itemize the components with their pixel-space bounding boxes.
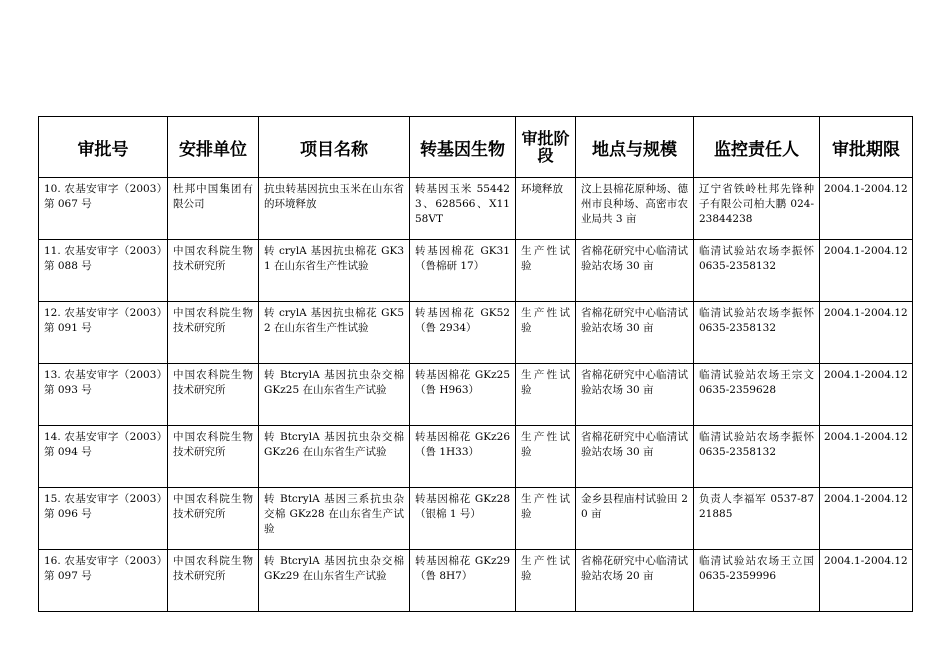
cell-period: 2004.1-2004.12 bbox=[820, 364, 913, 426]
table-row bbox=[39, 364, 913, 426]
cell-approval-number: 15. 农基安审字（2003）第 096 号 bbox=[39, 488, 168, 550]
cell-project-name: 转 crylA 基因抗虫棉花 GK52 在山东省生产性试验 bbox=[259, 302, 410, 364]
cell-stage: 生产性试验 bbox=[516, 488, 576, 550]
cell-location-scale: 省棉花研究中心临清试验站农场 30 亩 bbox=[576, 302, 694, 364]
table-row bbox=[39, 550, 913, 612]
cell-gmo: 转基因棉花 GK31（鲁棉研 17） bbox=[410, 240, 516, 302]
cell-approval-number: 11. 农基安审字（2003）第 088 号 bbox=[39, 240, 168, 302]
cell-approval-number: 14. 农基安审字（2003）第 094 号 bbox=[39, 426, 168, 488]
header-row bbox=[39, 117, 913, 178]
cell-supervisor: 负责人李福军 0537-8721885 bbox=[694, 488, 820, 550]
header-unit: 安排单位 bbox=[168, 117, 259, 178]
cell-location-scale: 省棉花研究中心临清试验站农场 20 亩 bbox=[576, 550, 694, 612]
cell-stage: 生产性试验 bbox=[516, 550, 576, 612]
cell-approval-number: 12. 农基安审字（2003）第 091 号 bbox=[39, 302, 168, 364]
cell-project-name: 转 BtcrylA 基因抗虫杂交棉 GKz25 在山东省生产试验 bbox=[259, 364, 410, 426]
cell-period: 2004.1-2004.12 bbox=[820, 302, 913, 364]
cell-supervisor: 临清试验站农场李振怀 0635-2358132 bbox=[694, 426, 820, 488]
table-row bbox=[39, 488, 913, 550]
table-row bbox=[39, 426, 913, 488]
cell-unit: 中国农科院生物技术研究所 bbox=[168, 302, 259, 364]
header-project-name: 项目名称 bbox=[259, 117, 410, 178]
cell-unit: 中国农科院生物技术研究所 bbox=[168, 488, 259, 550]
cell-gmo: 转基因棉花 GK52（鲁 2934） bbox=[410, 302, 516, 364]
header-stage: 审批阶段 bbox=[516, 117, 576, 178]
cell-location-scale: 汶上县棉花原种场、德州市良种场、高密市农业局共 3 亩 bbox=[576, 178, 694, 240]
cell-project-name: 转 BtcrylA 基因抗虫杂交棉 GKz26 在山东省生产试验 bbox=[259, 426, 410, 488]
cell-approval-number: 13. 农基安审字（2003）第 093 号 bbox=[39, 364, 168, 426]
cell-location-scale: 省棉花研究中心临清试验站农场 30 亩 bbox=[576, 240, 694, 302]
header-approval-number: 审批号 bbox=[39, 117, 168, 178]
cell-project-name: 转 crylA 基因抗虫棉花 GK31 在山东省生产性试验 bbox=[259, 240, 410, 302]
cell-stage: 生产性试验 bbox=[516, 426, 576, 488]
cell-project-name: 转 BtcrylA 基因抗虫杂交棉 GKz29 在山东省生产试验 bbox=[259, 550, 410, 612]
cell-supervisor: 临清试验站农场王立国 0635-2359996 bbox=[694, 550, 820, 612]
cell-gmo: 转基因棉花 GKz26（鲁 1H33） bbox=[410, 426, 516, 488]
cell-location-scale: 金乡县程庙村试验田 20 亩 bbox=[576, 488, 694, 550]
cell-location-scale: 省棉花研究中心临清试验站农场 30 亩 bbox=[576, 426, 694, 488]
table-row bbox=[39, 302, 913, 364]
table-row bbox=[39, 178, 913, 240]
cell-supervisor: 临清试验站农场李振怀 0635-2358132 bbox=[694, 240, 820, 302]
cell-period: 2004.1-2004.12 bbox=[820, 426, 913, 488]
cell-period: 2004.1-2004.12 bbox=[820, 550, 913, 612]
cell-gmo: 转基因玉米 554423、628566、X1158VT bbox=[410, 178, 516, 240]
cell-period: 2004.1-2004.12 bbox=[820, 178, 913, 240]
cell-gmo: 转基因棉花 GKz28（银棉 1 号） bbox=[410, 488, 516, 550]
cell-supervisor: 临清试验站农场王宗文 0635-2359628 bbox=[694, 364, 820, 426]
cell-period: 2004.1-2004.12 bbox=[820, 240, 913, 302]
cell-supervisor: 临清试验站农场李振怀 0635-2358132 bbox=[694, 302, 820, 364]
table-row bbox=[39, 240, 913, 302]
cell-gmo: 转基因棉花 GKz29（鲁 8H7） bbox=[410, 550, 516, 612]
cell-unit: 中国农科院生物技术研究所 bbox=[168, 364, 259, 426]
cell-approval-number: 16. 农基安审字（2003）第 097 号 bbox=[39, 550, 168, 612]
cell-project-name: 转 BtcrylA 基因三系抗虫杂交棉 GKz28 在山东省生产试验 bbox=[259, 488, 410, 550]
cell-period: 2004.1-2004.12 bbox=[820, 488, 913, 550]
cell-stage: 生产性试验 bbox=[516, 302, 576, 364]
cell-unit: 中国农科院生物技术研究所 bbox=[168, 426, 259, 488]
header-location-scale: 地点与规模 bbox=[576, 117, 694, 178]
cell-stage: 环境释放 bbox=[516, 178, 576, 240]
header-period: 审批期限 bbox=[820, 117, 913, 178]
cell-supervisor: 辽宁省铁岭杜邦先锋种子有限公司柏大鹏 024-23844238 bbox=[694, 178, 820, 240]
cell-gmo: 转基因棉花 GKz25（鲁 H963） bbox=[410, 364, 516, 426]
header-supervisor: 监控责任人 bbox=[694, 117, 820, 178]
cell-stage: 生产性试验 bbox=[516, 240, 576, 302]
cell-location-scale: 省棉花研究中心临清试验站农场 30 亩 bbox=[576, 364, 694, 426]
cell-unit: 中国农科院生物技术研究所 bbox=[168, 240, 259, 302]
cell-stage: 生产性试验 bbox=[516, 364, 576, 426]
cell-approval-number: 10. 农基安审字（2003）第 067 号 bbox=[39, 178, 168, 240]
cell-unit: 中国农科院生物技术研究所 bbox=[168, 550, 259, 612]
header-gmo: 转基因生物 bbox=[410, 117, 516, 178]
cell-unit: 杜邦中国集团有限公司 bbox=[168, 178, 259, 240]
cell-project-name: 抗虫转基因抗虫玉米在山东省的环境释放 bbox=[259, 178, 410, 240]
approval-table bbox=[38, 116, 913, 612]
